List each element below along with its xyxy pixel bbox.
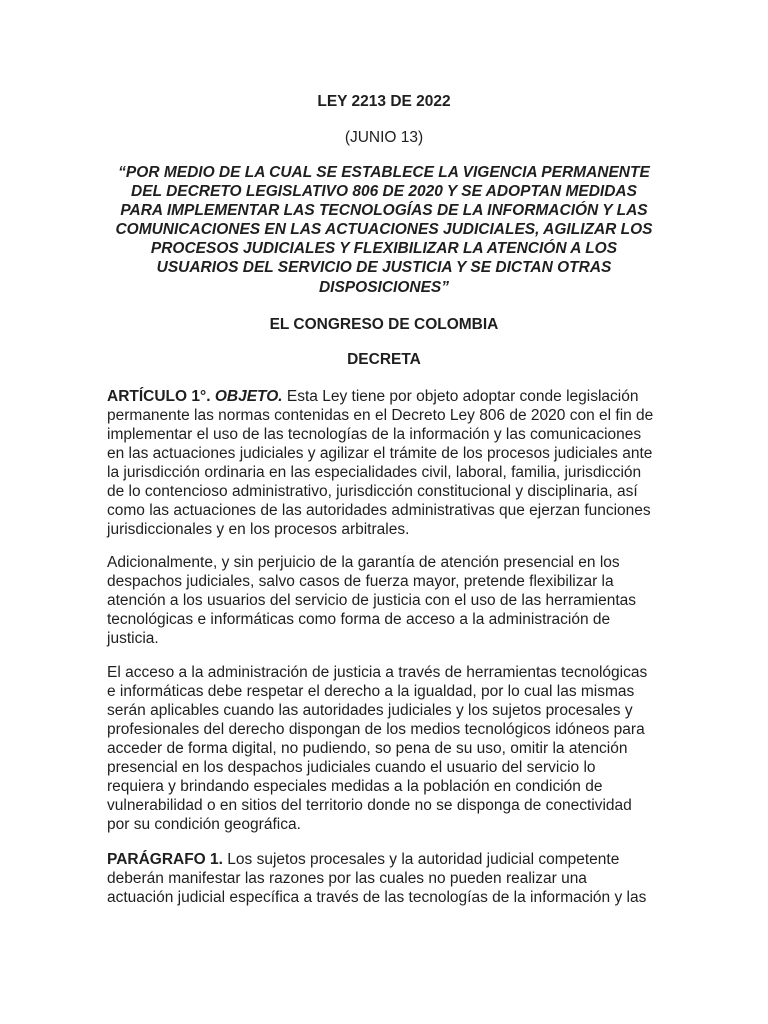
article-1-line: jurisdiccionales y en los procesos arbitrales.	[107, 521, 410, 538]
article-1-first-line	[107, 387, 667, 406]
article-1-line: como las actuaciones de las autoridades administrativas que ejerzan funciones	[107, 502, 651, 519]
subject-line: “POR MEDIO DE LA CUAL SE ESTABLECE LA VIGENCIA PERMANENTE	[118, 164, 650, 181]
paragraph-one-first-line	[107, 850, 667, 869]
article-1-line: de lo contencioso administrativo, jurisdicción constitucional y disciplinaria, así	[107, 483, 638, 500]
paragraph-additional	[107, 553, 667, 648]
paragraph-line: atención a los usuarios del servicio de justicia con el uso de las herramientas	[107, 592, 637, 609]
paragraph-line: despachos judiciales, salvo casos de fuerza mayor, pretende flexibilizar la	[107, 573, 614, 590]
paragraph-line: profesionales del derecho dispongan de los medios tecnológicos idóneos para	[107, 721, 645, 738]
article-1-line: implementar el uso de las tecnologías de la información y las comunicaciones	[107, 426, 642, 443]
paragraph-line: presencial en los despachos judiciales cuando el usuario del servicio lo	[107, 759, 596, 776]
paragraph-access	[107, 663, 667, 834]
paragraph-one-label: PARÁGRAFO 1.	[107, 851, 223, 868]
paragraph-one-line: deberán manifestar las razones por las cuales no pueden realizar una	[107, 870, 587, 887]
paragraph-line: El acceso a la administración de justicia a través de herramientas tecnológicas	[107, 664, 648, 681]
subject-line: DISPOSICIONES”	[318, 278, 450, 296]
subject-line: COMUNICACIONES EN LAS ACTUACIONES JUDICIALES, AGILIZAR LOS	[115, 221, 653, 239]
paragraph-line: e informáticas debe respetar el derecho a la igualdad, por lo cual las mismas	[107, 683, 635, 700]
paragraph-one-line: actuación judicial específica a través de las tecnologías de la información y las	[107, 889, 647, 906]
paragraph-one-text: Los sujetos procesales y la autoridad judicial competente	[222, 851, 620, 868]
subject-line: PROCESOS JUDICIALES Y FLEXIBILIZAR LA ATENCIÓN A LOS	[150, 240, 618, 258]
paragraph-line: acceder de forma digital, no pudiendo, so pena de su uso, omitir la atención	[107, 740, 628, 757]
article-1-line: en las actuaciones judiciales y agilizar el trámite de los procesos judiciales ante	[107, 445, 653, 462]
subject-line: DEL DECRETO LEGISLATIVO 806 DE 2020 Y SE ADOPTAN MEDIDAS	[131, 183, 637, 201]
article-1-line: la jurisdicción ordinaria en las especialidades civil, laboral, familia, jurisdicción	[107, 464, 642, 481]
article-1-text: Esta Ley tiene por objeto adoptar conde legislación	[282, 388, 639, 405]
article-1-line: permanente las normas contenidas en el Decreto Ley 806 de 2020 con el fin de	[107, 407, 654, 424]
decree-heading: DECRETA	[347, 351, 421, 368]
law-title: LEY 2213 DE 2022	[317, 93, 451, 110]
law-date: (JUNIO 13)	[344, 129, 424, 146]
article-1-label: ARTÍCULO 1°.	[107, 388, 211, 405]
paragraph-line: por su condición geográfica.	[107, 816, 301, 833]
subject-line: PARA IMPLEMENTAR LAS TECNOLOGÍAS DE LA INFORMACIÓN Y LAS	[120, 202, 648, 220]
paragraph-line: requiera y brindando especiales medidas a la población en condición de	[107, 778, 603, 795]
paragraph-one-section	[107, 850, 667, 907]
paragraph-line: serán aplicables cuando las autoridades judiciales y los sujetos procesales y	[107, 702, 633, 719]
paragraph-line: tecnológicas e informáticas como forma de acceso a la administración de	[107, 611, 611, 628]
subject-line: USUARIOS DEL SERVICIO DE JUSTICIA Y SE DICTAN OTRAS	[156, 259, 612, 277]
paragraph-line: Adicionalmente, y sin perjuicio de la garantía de atención presencial en los	[107, 554, 620, 571]
issuer-heading: EL CONGRESO DE COLOMBIA	[269, 316, 499, 333]
law-subject	[104, 163, 664, 297]
paragraph-line: vulnerabilidad o en sitios del territorio donde no se disponga de conectividad	[107, 797, 632, 814]
paragraph-line: justicia.	[107, 630, 159, 647]
article-1-paragraph	[107, 387, 667, 539]
article-1-heading: OBJETO.	[214, 388, 283, 405]
